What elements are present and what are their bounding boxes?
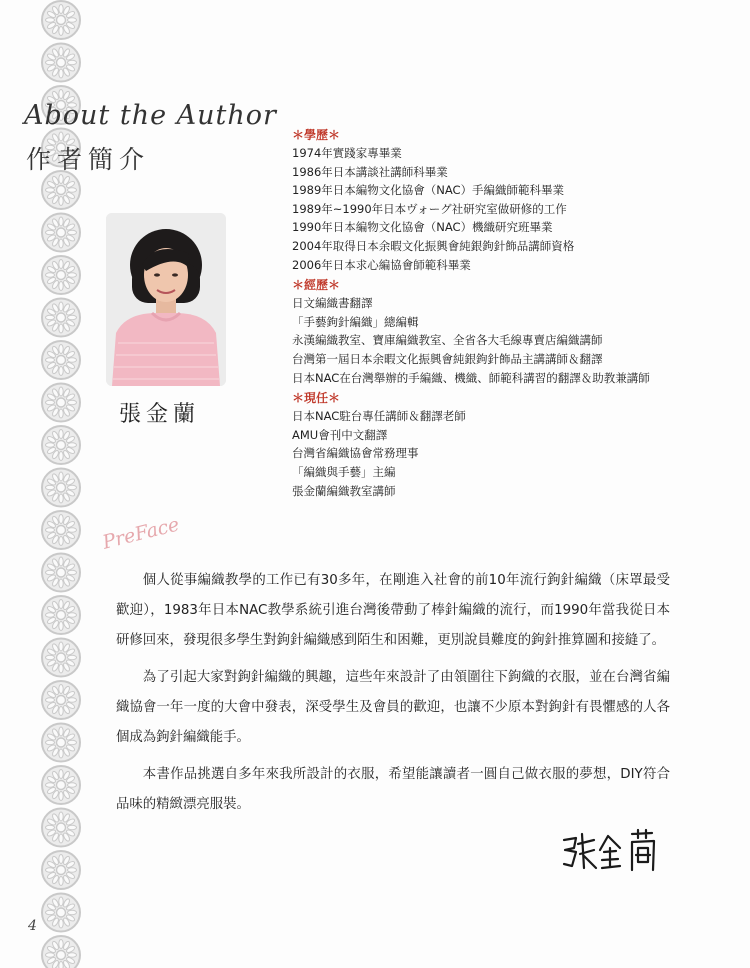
lace-medallion [42,299,80,337]
lace-medallion [42,1,80,39]
about-the-author-heading: About the Author [24,100,277,131]
lace-medallion [42,511,80,549]
lace-medallion [42,894,80,932]
lace-medallion [42,936,80,968]
education-item: 1989年~1990年日本ヴォーグ社研究室做研修的工作 [292,201,567,216]
experience-item: 永漢編織教室、寶庫編織教室、全省各大毛線專賣店編織講師 [292,333,603,348]
lace-medallion [42,341,80,379]
lace-medallion [42,596,80,634]
page-number: 4 [28,918,37,934]
current-item: 台灣省編織協會常務理事 [292,446,419,461]
lace-medallion [42,426,80,464]
lace-medallion [42,766,80,804]
education-item: 1990年日本編物文化協會（NAC）機織研究班畢業 [292,220,553,235]
education-label: ＊學歷＊ [292,128,341,142]
lace-medallion [42,214,80,252]
experience-label: ＊經歷＊ [292,278,341,293]
lace-medallion [42,639,80,677]
current-item: 張金蘭編織教室講師 [292,483,396,498]
current-item: 「編織與手藝」主編 [292,464,396,479]
lace-medallion [42,724,80,762]
author-intro-heading: 作者簡介 [26,145,151,174]
author-name: 張金蘭 [119,402,201,427]
lace-medallion [42,44,80,82]
education-item: 1986年日本講談社講師科畢業 [292,164,448,179]
lace-medallion [42,171,80,209]
education-item: 1989年日本編物文化協會（NAC）手編織師範科畢業 [292,183,565,198]
preface-paragraph: 個人從事編織教學的工作已有30多年，在剛進入社會的前10年流行鉤針編織（床罩最受歡迎），1983年日本NAC教學系統引進台灣後帶動了棒針編織的流行，而1990年當我從日本研修回來，發現很多學生對鉤針編織感到陌生和困難，更別說員難度的鉤針推算圖和接縫了。 [116,573,670,648]
author-signature [560,826,680,876]
lace-medallion [42,809,80,847]
education-item: 2004年取得日本余暇文化振興會純銀鉤針飾品講師資格 [292,238,575,253]
experience-item: 日文編織書翻譯 [292,296,373,311]
current-label: ＊現任＊ [292,391,341,406]
lace-medallion [42,554,80,592]
author-photo [106,213,226,386]
experience-item: 台灣第一屆日本余暇文化振興會純銀鉤針飾品主講講師＆翻譯 [292,351,603,366]
preface-paragraph: 為了引起大家對鉤針編織的興趣，這些年來設計了由領圍往下鉤織的衣服，並在台灣省編織協會一年一度的大會中發表，深受學生及會員的歡迎，也讓不少原本對鉤針有畏懼感的人各個成為鉤針編織能手。 [116,670,670,745]
author-cv [292,124,712,500]
lace-medallion [42,851,80,889]
preface-body [116,566,670,827]
preface-mark: PreFace [100,513,182,554]
lace-medallion [42,384,80,422]
experience-item: 日本NAC在台灣舉辦的手編織、機織、師範科講習的翻譯＆助教兼講師 [292,370,650,385]
lace-medallion [42,256,80,294]
education-item: 2006年日本求心編協會師範科畢業 [292,257,471,272]
experience-item: 「手藝鉤針編織」總編輯 [292,314,419,329]
current-item: AMU會刊中文翻譯 [292,427,388,442]
lace-medallion [42,681,80,719]
current-item: 日本NAC駐台專任講師＆翻譯老師 [292,409,466,424]
preface-paragraph: 本書作品挑選自多年來我所設計的衣服，希望能讓讀者一圓自己做衣服的夢想，DIY符合品味的精緻漂亮服裝。 [116,767,670,812]
lace-medallion [42,469,80,507]
education-item: 1974年實踐家專畢業 [292,146,402,160]
